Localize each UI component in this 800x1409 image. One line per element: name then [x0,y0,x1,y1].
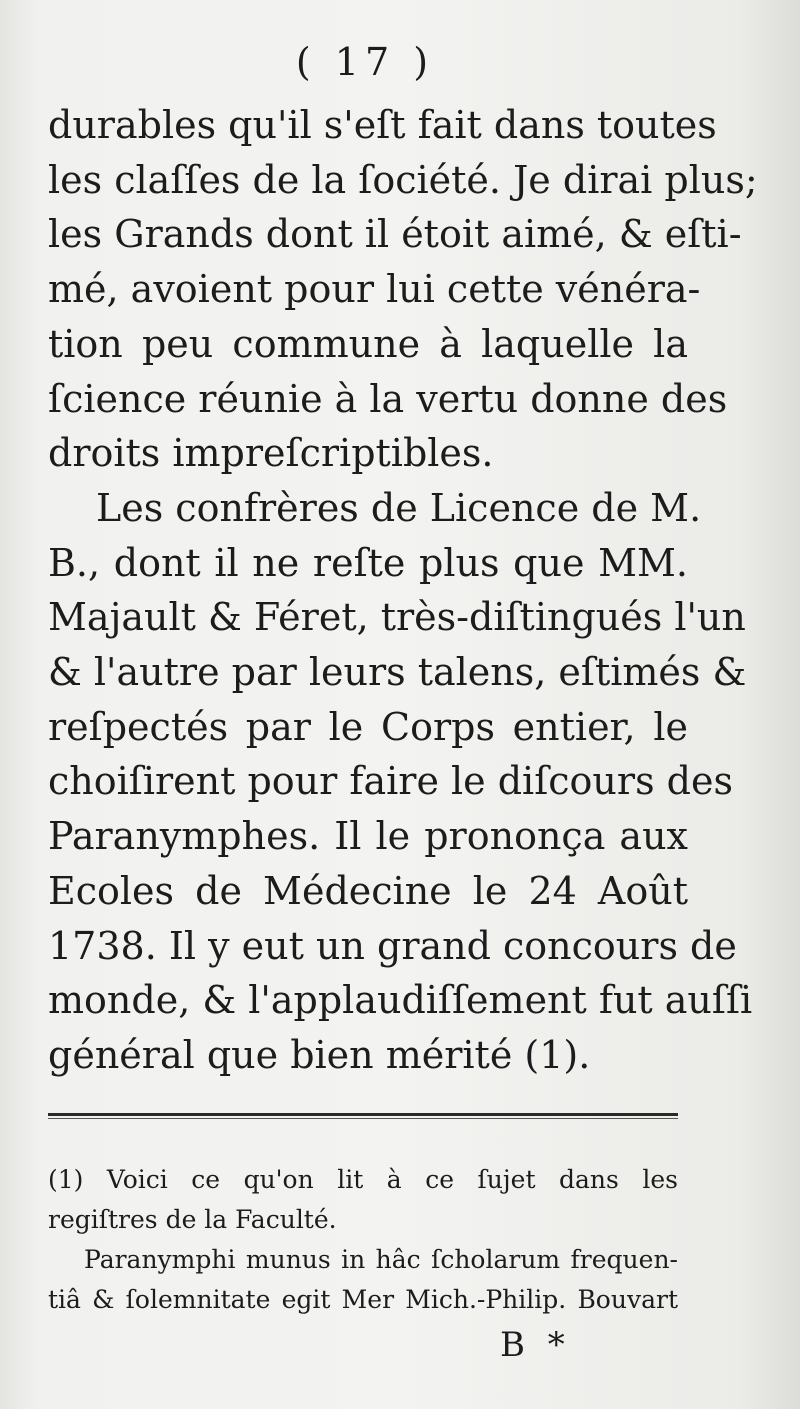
footnote-line: regiſtres de la Faculté. [48,1205,337,1234]
text-line: reſpectés par le Corps entier, le [48,704,688,749]
footnote-divider [48,1113,678,1116]
text-line: choiſirent pour faire le diſcours des [48,759,733,804]
text-line: les claſſes de la ſociété. Je dirai plus; [48,157,758,202]
text-line: les Grands dont il étoit aimé, & eſti- [48,212,742,257]
text-line: général que bien mérité (1). [48,1032,591,1077]
text-line: Majault & Féret, très-diſtingués l'un [48,595,746,640]
footnote-line: Paranymphi munus in hâc ſcholarum frequen- [84,1245,678,1274]
text-line: & l'autre par leurs talens, eſtimés & [48,650,747,695]
page-number: ( 17 ) [295,40,435,84]
footnote-block [48,1160,678,1320]
footnote-line: (1) Voici ce qu'on lit à ce ſujet dans les [48,1165,678,1194]
text-line: monde, & l'applaudiſſement fut auſſi [48,978,753,1023]
text-line: Ecoles de Médecine le 24 Août [48,868,688,913]
text-line: B., dont il ne reſte plus que MM. [48,540,688,585]
text-line: 1738. Il y eut un grand concours de [48,923,737,968]
text-line: mé, avoient pour lui cette vénéra- [48,267,701,312]
main-text-block [48,98,758,1083]
text-line: ſcience réunie à la vertu donne des [48,376,728,421]
text-line: durables qu'il s'eſt fait dans toutes [48,103,717,147]
text-line: Paranymphes. Il le prononça aux [48,814,688,859]
text-line: Les confrères de Licence de M. [96,485,702,530]
text-line: droits impreſcriptibles. [48,431,494,476]
signature-mark: B * [500,1325,571,1365]
footnote-line: tiâ & ſolemnitate egit Mer Mich.-Philip. Bouvart [48,1285,678,1314]
text-line: tion peu commune à laquelle la [48,321,688,366]
